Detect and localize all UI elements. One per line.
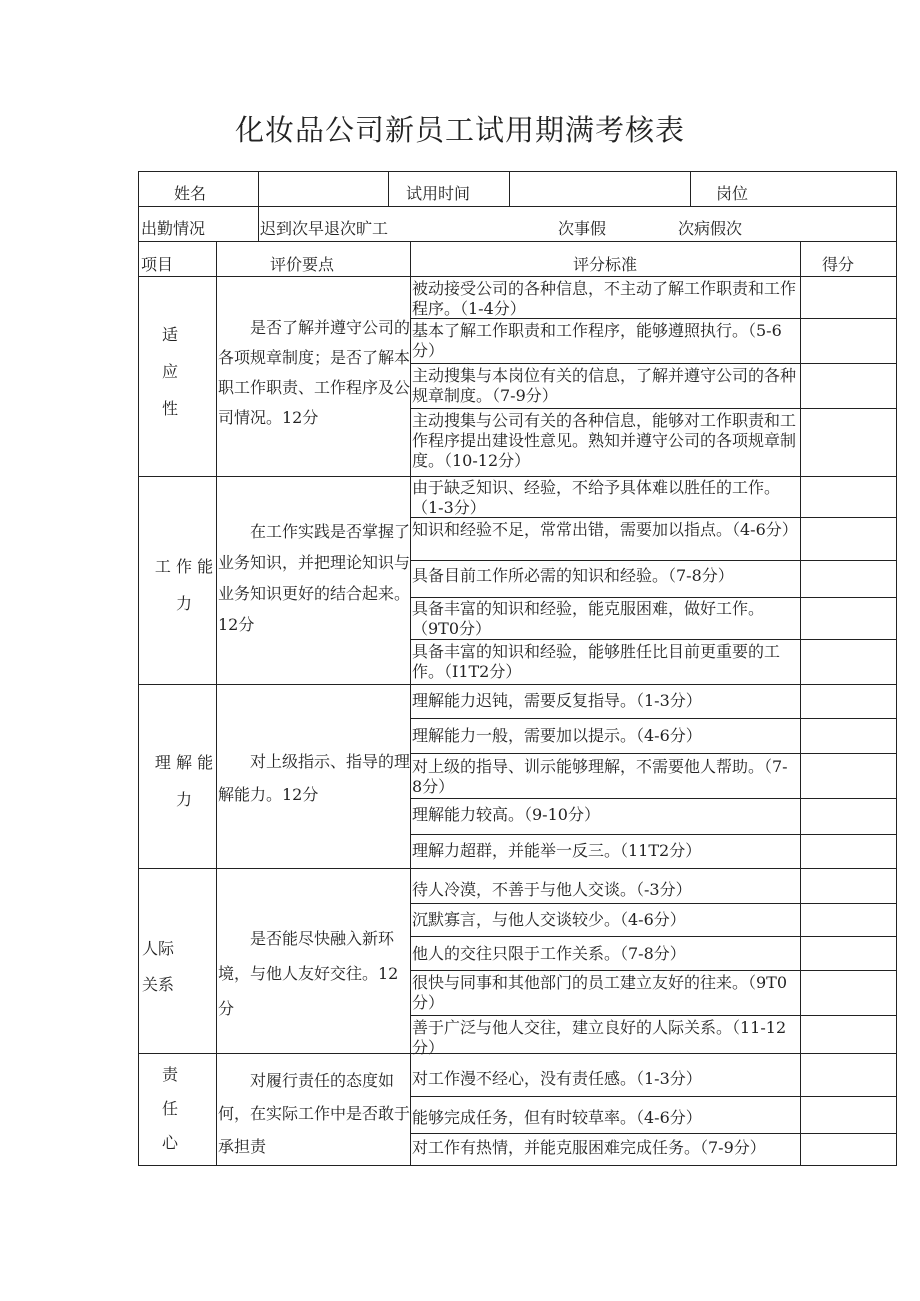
personal-leave-text: 次事假 (558, 219, 607, 238)
category-work-ability: 工 作 能 力 (154, 557, 214, 613)
category-relationships: 人际 关系 (141, 939, 174, 994)
criteria-item: 对工作漫不经心，没有责任感。（1-3分） (412, 1069, 702, 1088)
col-score: 得分 (822, 255, 855, 274)
points-responsibility: 对履行责任的态度如何，在实际工作中是否敢于承担责 (218, 1071, 411, 1156)
criteria-item: 主动搜集与公司有关的各种信息，能够对工作职责和工作程序提出建设性意见。熟知并遵守公司的各项规章制度。（10-12分） (412, 411, 797, 470)
evaluation-table (138, 171, 897, 1166)
criteria-item: 理解能力较高。（9-10分） (412, 805, 600, 824)
criteria-item: 理解能力一般，需要加以提示。（4-6分） (412, 726, 702, 745)
criteria-item: 善于广泛与他人交往，建立良好的人际关系。（11-12分） (412, 1018, 787, 1057)
attendance-label: 出勤情况 (141, 219, 206, 238)
criteria-item: 对工作有热情，并能克服困难完成任务。（7-9分） (412, 1138, 766, 1157)
category-responsibility: 责 任 心 (161, 1065, 178, 1152)
criteria-item: 待人冷漠，不善于与他人交谈。（-3分） (412, 880, 692, 899)
criteria-item: 具备目前工作所必需的知识和经验。（7-8分） (412, 566, 734, 585)
trial-period-label: 试用时间 (406, 184, 471, 203)
criteria-item: 能够完成任务，但有时较草率。（4-6分） (412, 1108, 702, 1127)
criteria-item: 被动接受公司的各种信息，不主动了解工作职责和工作程序。（1-4分） (412, 279, 797, 318)
criteria-item: 具备丰富的知识和经验，能克服困难，做好工作。（9T0分） (412, 599, 765, 638)
trial-period-field[interactable] (510, 172, 690, 206)
sick-leave-text: 次病假次 (678, 219, 743, 238)
points-comprehension: 对上级指示、指导的理解能力。12分 (218, 752, 411, 804)
post-label: 岗位 (716, 184, 749, 203)
page-title: 化妆品公司新员工试用期满考核表 (234, 113, 685, 147)
criteria-item: 沉默寡言，与他人交谈较少。（4-6分） (412, 910, 686, 929)
criteria-item: 很快与同事和其他部门的员工建立友好的往来。（9T0分） (412, 973, 788, 1012)
points-work-ability: 在工作实践是否掌握了业务知识，并把理论知识与业务知识更好的结合起来。12分 (218, 522, 411, 634)
criteria-item: 具备丰富的知识和经验，能够胜任比目前更重要的工作。（I1T2分） (412, 642, 781, 681)
col-criteria: 评分标准 (573, 255, 638, 274)
criteria-item: 对上级的指导、训示能够理解，不需要他人帮助。（7-8分） (412, 757, 788, 796)
criteria-item: 他人的交往只限于工作关系。（7-8分） (412, 944, 686, 963)
post-field[interactable] (778, 172, 896, 206)
col-points: 评价要点 (270, 255, 335, 274)
category-comprehension: 理 解 能 力 (154, 753, 214, 809)
criteria-item: 基本了解工作职责和工作程序，能够遵照执行。（5-6分） (412, 321, 782, 360)
criteria-item: 理解能力迟钝，需要反复指导。（1-3分） (412, 691, 702, 710)
criteria-item: 知识和经验不足，常常出错，需要加以指点。（4-6分） (412, 520, 798, 539)
points-adaptability: 是否了解并遵守公司的各项规章制度；是否了解本职工作职责、工作程序及公司情况。12分 (218, 318, 411, 427)
name-field[interactable] (259, 172, 388, 206)
name-label: 姓名 (174, 184, 207, 203)
col-item: 项目 (141, 255, 174, 274)
attendance-text: 迟到次早退次旷工 (260, 219, 389, 238)
points-relationships: 是否能尽快融入新环境，与他人友好交往。12分 (218, 929, 399, 1018)
criteria-item: 由于缺乏知识、经验，不给予具体难以胜任的工作。（1-3分） (412, 478, 781, 517)
category-adaptability: 适 应 性 (161, 325, 178, 418)
criteria-item: 理解力超群，并能举一反三。（11T2分） (412, 841, 702, 860)
criteria-item: 主动搜集与本岗位有关的信息，了解并遵守公司的各种规章制度。（7-9分） (412, 366, 797, 405)
